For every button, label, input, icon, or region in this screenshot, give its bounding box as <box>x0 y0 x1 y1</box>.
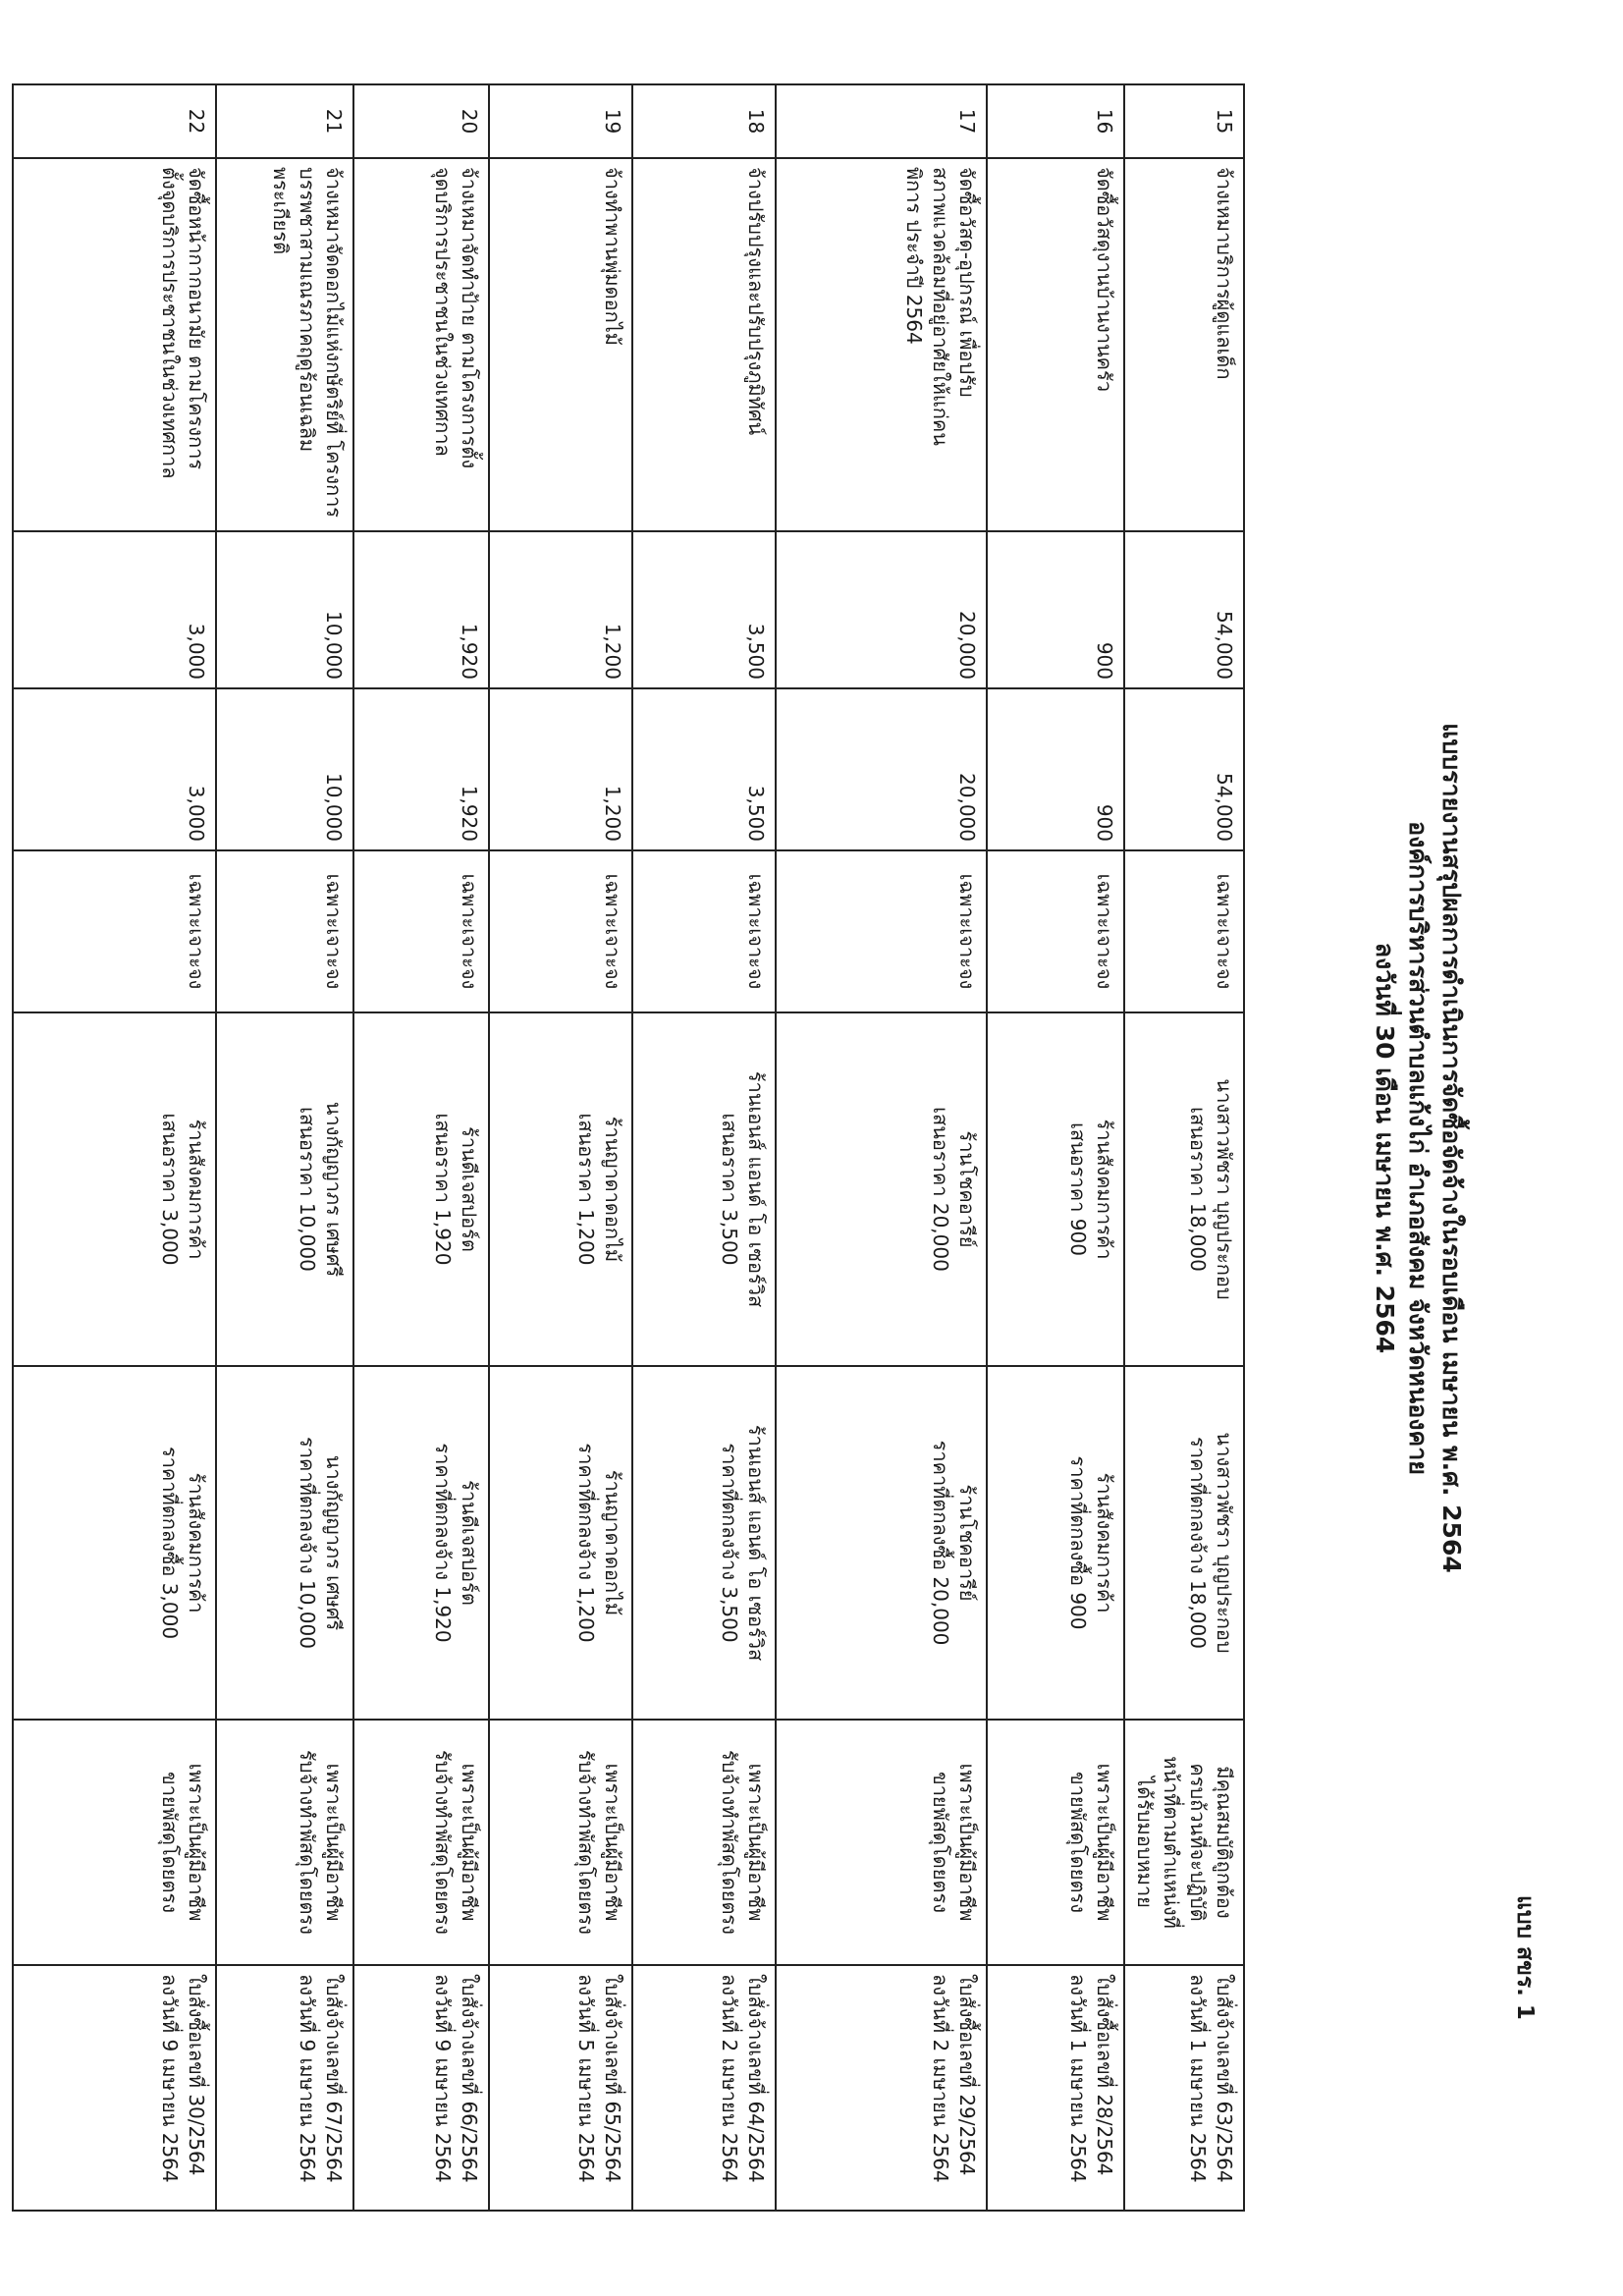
budget-amount-cell: 900 <box>987 531 1124 688</box>
selection-reason-line: รับจ้างทำพัสดุโดยตรง <box>431 1750 455 1935</box>
table-row <box>489 84 632 2211</box>
selection-reason-line: รับจ้างทำพัสดุโดยตรง <box>296 1750 319 1935</box>
selection-reason-cell <box>776 1720 987 1965</box>
selection-reason-cell <box>489 1720 632 1965</box>
bidders-offer-line: นางกัญญาภร เศษศรี <box>322 1101 346 1278</box>
selection-reason-line: เพราะเป็นผู้มีอาชีพ <box>1093 1763 1116 1922</box>
work-item-cell <box>489 158 632 531</box>
bidders-offer-line: เสนอราคา 10,000 <box>296 1107 319 1272</box>
bidders-offer-cell <box>216 1012 353 1366</box>
selection-reason-line: เพราะเป็นผู้มีอาชีพ <box>458 1763 481 1922</box>
median-price-cell: 20,000 <box>776 688 987 850</box>
winner-offer-line: ราคาที่ตกลงซื้อ 20,000 <box>929 1440 952 1646</box>
contract-reference-line: ใบสั่งจ้างเลขที่ 64/2564 <box>744 1974 768 2183</box>
median-price-cell: 3,000 <box>13 688 216 850</box>
bidders-offer-cell <box>353 1012 489 1366</box>
winner-offer-line: ราคาที่ตกลงซื้อ 3,000 <box>158 1446 182 1640</box>
winner-offer-line: นางสาวพัชรา บุญประกอบ <box>1213 1432 1236 1654</box>
procurement-table <box>12 83 1245 2212</box>
budget-amount-cell: 1,920 <box>353 531 489 688</box>
selection-reason-line: รับจ้างทำพัสดุโดยตรง <box>718 1750 741 1935</box>
contract-reference-line: ใบสั่งซื้อเลขที่ 28/2564 <box>1093 1974 1116 2176</box>
work-item-line: จัดซื้อหน้ากากอนามัย ตามโครงการ <box>185 167 208 470</box>
selection-reason-line: ครบถ้วนที่จะปฏิบัติ <box>1186 1763 1210 1922</box>
budget-amount-cell: 54,000 <box>1124 531 1244 688</box>
work-item-line: จัดซื้อวัสดุ-อุปกรณ์ เพื่อปรับ <box>955 167 979 398</box>
work-item-line: พระเกียรติ <box>269 167 293 255</box>
winner-offer-line: ราคาที่ตกลงจ้าง 10,000 <box>296 1437 319 1649</box>
winner-offer-cell <box>489 1366 632 1720</box>
bidders-offer-line: เสนอราคา 20,000 <box>929 1107 952 1272</box>
work-item-cell <box>1124 158 1244 531</box>
selection-reason-line: เพราะเป็นผู้มีอาชีพ <box>955 1763 979 1922</box>
selection-reason-line: ขายพัสดุโดยตรง <box>158 1772 182 1913</box>
row-number-cell: 16 <box>987 84 1124 158</box>
selection-reason-cell <box>353 1720 489 1965</box>
winner-offer-line: ราคาที่ตกลงจ้าง 1,920 <box>431 1443 455 1643</box>
row-number-cell: 15 <box>1124 84 1244 158</box>
winner-offer-cell <box>776 1366 987 1720</box>
selection-reason-line: หน้าที่ตามตำแหน่งที่ <box>1160 1756 1183 1929</box>
table-row <box>353 84 489 2211</box>
work-item-line: จ้างเหมาบริการผู้ดูแลเด็ก <box>1213 167 1236 380</box>
budget-amount-cell: 3,000 <box>13 531 216 688</box>
winner-offer-cell <box>987 1366 1124 1720</box>
table-body <box>13 84 1244 2211</box>
winner-offer-line: ราคาที่ตกลงจ้าง 3,500 <box>718 1443 741 1643</box>
work-item-line: สภาพแวดล้อมที่อยู่อาศัยให้แก่คน <box>929 167 952 446</box>
procurement-method-cell: เฉพาะเจาะจง <box>987 850 1124 1012</box>
winner-offer-line: ร้านโชคอารีย์ <box>955 1484 979 1602</box>
winner-offer-line: ร้านสังคมการค้า <box>185 1472 208 1613</box>
contract-reference-cell <box>776 1965 987 2211</box>
table-row <box>776 84 987 2211</box>
selection-reason-line: มีคุณสมบัติถูกต้อง <box>1213 1766 1236 1919</box>
work-item-line: จ้างปรับปรุงและปรับปรุงภูมิทัศน์ <box>744 167 768 436</box>
selection-reason-line: เพราะเป็นผู้มีอาชีพ <box>322 1763 346 1922</box>
budget-amount-cell: 20,000 <box>776 531 987 688</box>
contract-reference-cell <box>632 1965 776 2211</box>
procurement-method-cell: เฉพาะเจาะจง <box>1124 850 1244 1012</box>
bidders-offer-line: เสนอราคา 3,500 <box>718 1113 741 1266</box>
table-row <box>216 84 353 2211</box>
procurement-method-cell: เฉพาะเจาะจง <box>216 850 353 1012</box>
bidders-offer-line: นางสาวพัชรา บุญประกอบ <box>1213 1078 1236 1300</box>
selection-reason-cell <box>13 1720 216 1965</box>
row-number-cell: 21 <box>216 84 353 158</box>
contract-reference-line: ลงวันที่ 9 เมษายน 2564 <box>158 1974 182 2183</box>
bidders-offer-cell <box>632 1012 776 1366</box>
median-price-cell: 10,000 <box>216 688 353 850</box>
contract-reference-line: ลงวันที่ 2 เมษายน 2564 <box>929 1974 952 2183</box>
work-item-line: จ้างทำพานพุ่มดอกไม้ <box>601 167 624 346</box>
contract-reference-line: ลงวันที่ 2 เมษายน 2564 <box>718 1974 741 2183</box>
selection-reason-line: เพราะเป็นผู้มีอาชีพ <box>744 1763 768 1922</box>
median-price-cell: 900 <box>987 688 1124 850</box>
contract-reference-cell <box>216 1965 353 2211</box>
contract-reference-line: ใบสั่งจ้างเลขที่ 63/2564 <box>1213 1974 1236 2183</box>
contract-reference-line: ใบสั่งซื้อเลขที่ 30/2564 <box>185 1974 208 2176</box>
bidders-offer-line: ร้านสังคมการค้า <box>1093 1119 1116 1260</box>
row-number-cell: 20 <box>353 84 489 158</box>
selection-reason-cell <box>987 1720 1124 1965</box>
bidders-offer-line: ร้านสังคมการค้า <box>185 1119 208 1260</box>
work-item-cell <box>987 158 1124 531</box>
selection-reason-line: เพราะเป็นผู้มีอาชีพ <box>601 1763 624 1922</box>
contract-reference-line: ใบสั่งจ้างเลขที่ 66/2564 <box>458 1974 481 2183</box>
row-number-cell: 18 <box>632 84 776 158</box>
median-price-cell: 3,500 <box>632 688 776 850</box>
procurement-method-cell: เฉพาะเจาะจง <box>489 850 632 1012</box>
median-price-cell: 1,920 <box>353 688 489 850</box>
winner-offer-cell <box>353 1366 489 1720</box>
table-row <box>987 84 1124 2211</box>
title-line-1: แบบรายงานสรุปผลการดำเนินการจัดซื้อจัดจ้างในรอบเดือน เมษายน พ.ศ. 2564 <box>1437 723 1466 1573</box>
table-row <box>13 84 216 2211</box>
winner-offer-cell <box>13 1366 216 1720</box>
contract-reference-line: ลงวันที่ 1 เมษายน 2564 <box>1066 1974 1090 2183</box>
work-item-line: จัดซื้อวัสดุงานบ้านงานครัว <box>1093 167 1116 393</box>
contract-reference-line: ลงวันที่ 9 เมษายน 2564 <box>431 1974 455 2183</box>
contract-reference-line: ลงวันที่ 9 เมษายน 2564 <box>296 1974 319 2183</box>
table-row <box>632 84 776 2211</box>
contract-reference-cell <box>1124 1965 1244 2211</box>
median-price-cell: 1,200 <box>489 688 632 850</box>
contract-reference-line: ลงวันที่ 1 เมษายน 2564 <box>1186 1974 1210 2183</box>
winner-offer-line: ร้านเอนส์ แอนด์ โอ เซอร์วิส <box>744 1424 768 1662</box>
report-title <box>1368 0 1468 2296</box>
selection-reason-cell <box>632 1720 776 1965</box>
work-item-line: ตั้งจุดบริการประชาชนในช่วงเทศกาล <box>158 167 182 479</box>
winner-offer-cell <box>1124 1366 1244 1720</box>
work-item-line: จุดบริการประชาชนในช่วงเทศกาล <box>431 167 455 457</box>
selection-reason-line: ขายพัสดุโดยตรง <box>1066 1772 1090 1913</box>
contract-reference-cell <box>353 1965 489 2211</box>
contract-reference-line: ใบสั่งซื้อเลขที่ 29/2564 <box>955 1974 979 2176</box>
title-line-2: องค์การบริหารส่วนตำบลแก้งไก่ อำเภอสังคม จังหวัดหนองคาย <box>1404 821 1433 1475</box>
row-number-cell: 17 <box>776 84 987 158</box>
contract-reference-cell <box>489 1965 632 2211</box>
bidders-offer-line: เสนอราคา 900 <box>1066 1122 1090 1256</box>
selection-reason-line: ขายพัสดุโดยตรง <box>929 1772 952 1913</box>
bidders-offer-cell <box>13 1012 216 1366</box>
selection-reason-cell <box>1124 1720 1244 1965</box>
bidders-offer-line: ร้านญาดาดอกไม้ <box>601 1116 624 1263</box>
contract-reference-line: ลงวันที่ 5 เมษายน 2564 <box>574 1974 598 2183</box>
contract-reference-cell <box>13 1965 216 2211</box>
work-item-cell <box>216 158 353 531</box>
budget-amount-cell: 1,200 <box>489 531 632 688</box>
winner-offer-cell <box>632 1366 776 1720</box>
bidders-offer-cell <box>489 1012 632 1366</box>
budget-amount-cell: 10,000 <box>216 531 353 688</box>
procurement-method-cell: เฉพาะเจาะจง <box>353 850 489 1012</box>
bidders-offer-cell <box>1124 1012 1244 1366</box>
budget-amount-cell: 3,500 <box>632 531 776 688</box>
procurement-method-cell: เฉพาะเจาะจง <box>776 850 987 1012</box>
selection-reason-line: เพราะเป็นผู้มีอาชีพ <box>185 1763 208 1922</box>
work-item-line: บรรพชาสามเณรภาคฤดูร้อนเฉลิม <box>296 167 319 453</box>
work-item-cell <box>776 158 987 531</box>
bidders-offer-line: เสนอราคา 3,000 <box>158 1113 182 1266</box>
row-number-cell: 22 <box>13 84 216 158</box>
work-item-cell <box>13 158 216 531</box>
median-price-cell: 54,000 <box>1124 688 1244 850</box>
winner-offer-line: ร้านญาดาดอกไม้ <box>601 1469 624 1616</box>
bidders-offer-line: ร้านเอนส์ แอนด์ โอ เซอร์วิส <box>744 1070 768 1308</box>
row-number-cell: 19 <box>489 84 632 158</box>
table-row <box>1124 84 1244 2211</box>
bidders-offer-line: เสนอราคา 1,920 <box>431 1113 455 1266</box>
winner-offer-line: ร้านดีเจสปอร์ต <box>458 1480 481 1606</box>
bidders-offer-line: เสนอราคา 18,000 <box>1186 1107 1210 1272</box>
contract-reference-line: ใบสั่งจ้างเลขที่ 67/2564 <box>322 1974 346 2183</box>
winner-offer-line: ร้านสังคมการค้า <box>1093 1472 1116 1613</box>
title-line-3: ลงวันที่ 30 เดือน เมษายน พ.ศ. 2564 <box>1371 942 1399 1354</box>
selection-reason-cell <box>216 1720 353 1965</box>
work-item-line: จ้างเหมาจัดดอกไม้แห่งกษัตริย์ที่ โครงการ <box>322 167 346 519</box>
selection-reason-line: รับจ้างทำพัสดุโดยตรง <box>574 1750 598 1935</box>
winner-offer-line: ราคาที่ตกลงจ้าง 1,200 <box>574 1443 598 1643</box>
procurement-method-cell: เฉพาะเจาะจง <box>13 850 216 1012</box>
form-code: แบบ สขร. 1 <box>1512 1895 1538 2020</box>
contract-reference-line: ใบสั่งจ้างเลขที่ 65/2564 <box>601 1974 624 2183</box>
bidders-offer-cell <box>776 1012 987 1366</box>
work-item-cell <box>632 158 776 531</box>
bidders-offer-line: ร้านดีเจสปอร์ต <box>458 1126 481 1252</box>
contract-reference-cell <box>987 1965 1124 2211</box>
bidders-offer-line: เสนอราคา 1,200 <box>574 1113 598 1266</box>
procurement-method-cell: เฉพาะเจาะจง <box>632 850 776 1012</box>
work-item-cell <box>353 158 489 531</box>
selection-reason-line: ได้รับมอบหมาย <box>1133 1777 1157 1908</box>
work-item-line: พิการ ประจำปี 2564 <box>902 167 926 345</box>
bidders-offer-line: ร้านโชคอารีย์ <box>955 1130 979 1248</box>
winner-offer-line: ราคาที่ตกลงซื้อ 900 <box>1066 1455 1090 1630</box>
work-item-line: จ้างเหมาจัดทำป้าย ตามโครงการตั้ง <box>458 167 481 469</box>
winner-offer-cell <box>216 1366 353 1720</box>
winner-offer-line: นางกัญญาภร เศษศรี <box>322 1454 346 1631</box>
winner-offer-line: ราคาที่ตกลงจ้าง 18,000 <box>1186 1437 1210 1649</box>
bidders-offer-cell <box>987 1012 1124 1366</box>
